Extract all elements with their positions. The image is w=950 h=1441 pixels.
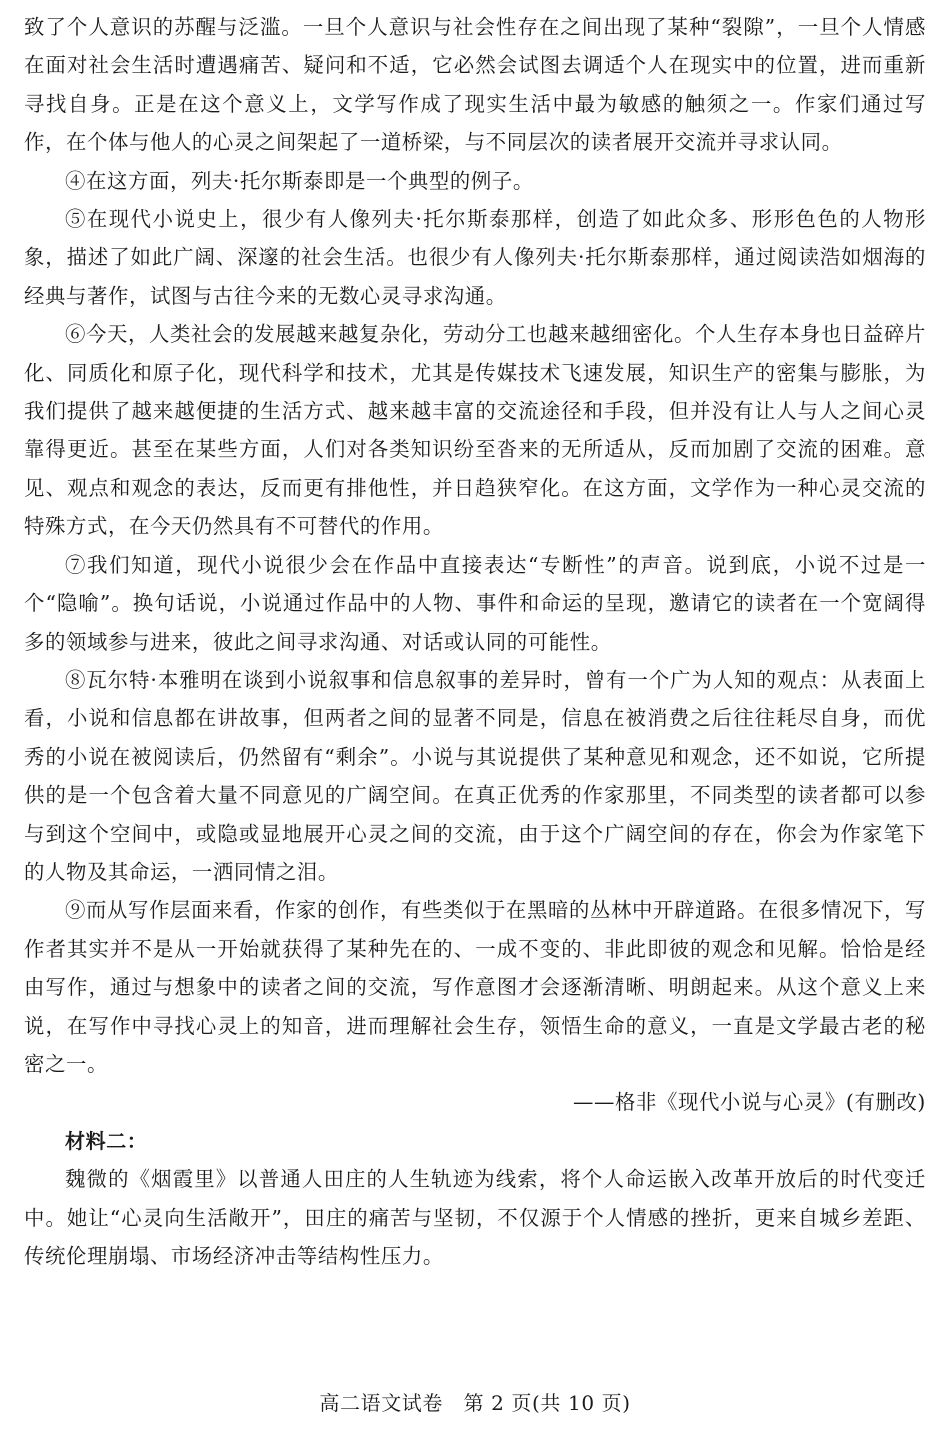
paragraph-8: ⑧瓦尔特·本雅明在谈到小说叙事和信息叙事的差异时，曾有一个广为人知的观点：从表面上看，小说和信息都在讲故事，但两者之间的显著不同是，信息在被消费之后往往耗尽自身，而优秀的小说在被阅读后，仍然留有“剩余”。小说与其说提供了某种意见和观念，还不如说，它所提供的是一个包含着大量不同意见的广阔空间。在真正优秀的作家那里，不同类型的读者都可以参与到这个空间中，或隐或显地展开心灵之间的交流，由于这个广阔空间的存在，你会为作家笔下的人物及其命运，一洒同情之泪。: [24, 667, 926, 884]
paragraph-5: ⑤在现代小说史上，很少有人像列夫·托尔斯泰那样，创造了如此众多、形形色色的人物形象，描述了如此广阔、深邃的社会生活。也很少有人像列夫·托尔斯泰那样，通过阅读浩如烟海的经典与著作，试图与古往今来的无数心灵寻求沟通。: [24, 207, 926, 308]
paragraph-4: ④在这方面，列夫·托尔斯泰即是一个典型的例子。: [65, 168, 534, 193]
paragraph-6: ⑥今天，人类社会的发展越来越复杂化，劳动分工也越来越细密化。个人生存本身也日益碎片化、同质化和原子化，现代科学和技术，尤其是传媒技术飞速发展，知识生产的密集与膨胀，为我们提供了越来越便捷的生活方式、越来越丰富的交流途径和手段，但并没有让人与人之间心灵靠得更近。甚至在某些方面，人们对各类知识纷至沓来的无所适从，反而加剧了交流的困难。意见、观点和观念的表达，反而更有排他性，并日趋狭窄化。在这方面，文学作为一种心灵交流的特殊方式，在今天仍然具有不可替代的作用。: [24, 322, 926, 539]
page-footer: 高二语文试卷 第 2 页(共 10 页): [319, 1391, 631, 1415]
source-citation: ——格非《现代小说与心灵》(有删改): [573, 1090, 926, 1115]
material-two-paragraph: 魏微的《烟霞里》以普通人田庄的人生轨迹为线索，将个人命运嵌入改革开放后的时代变迁中。她让“心灵向生活敞开”，田庄的痛苦与坚韧，不仅源于个人情感的挫折，更来自城乡差距、传统伦理崩塌、市场经济冲击等结构性压力。: [24, 1167, 926, 1268]
paragraph-3-continued: 致了个人意识的苏醒与泛滥。一旦个人意识与社会性存在之间出现了某种“裂隙”，一旦个人情感在面对社会生活时遭遇痛苦、疑问和不适，它必然会试图去调适个人在现实中的位置，进而重新寻找自身。正是在这个意义上，文学写作成了现实生活中最为敏感的触须之一。作家们通过写作，在个体与他人的心灵之间架起了一道桥梁，与不同层次的读者展开交流并寻求认同。: [24, 15, 926, 155]
material-two-heading: 材料二：: [65, 1128, 148, 1153]
exam-page-body: [24, 8, 926, 1275]
paragraph-7: ⑦我们知道，现代小说很少会在作品中直接表达“专断性”的声音。说到底，小说不过是一个“隐喻”。换句话说，小说通过作品中的人物、事件和命运的呈现，邀请它的读者在一个宽阔得多的领域参与进来，彼此之间寻求沟通、对话或认同的可能性。: [24, 552, 926, 654]
paragraph-9: ⑨而从写作层面来看，作家的创作，有些类似于在黑暗的丛林中开辟道路。在很多情况下，写作者其实并不是从一开始就获得了某种先在的、一成不变的、非此即彼的观念和见解。恰恰是经由写作，通过与想象中的读者之间的交流，写作意图才会逐渐清晰、明朗起来。从这个意义上来说，在写作中寻找心灵上的知音，进而理解社会生存，领悟生命的意义，一直是文学最古老的秘密之一。: [24, 898, 926, 1076]
